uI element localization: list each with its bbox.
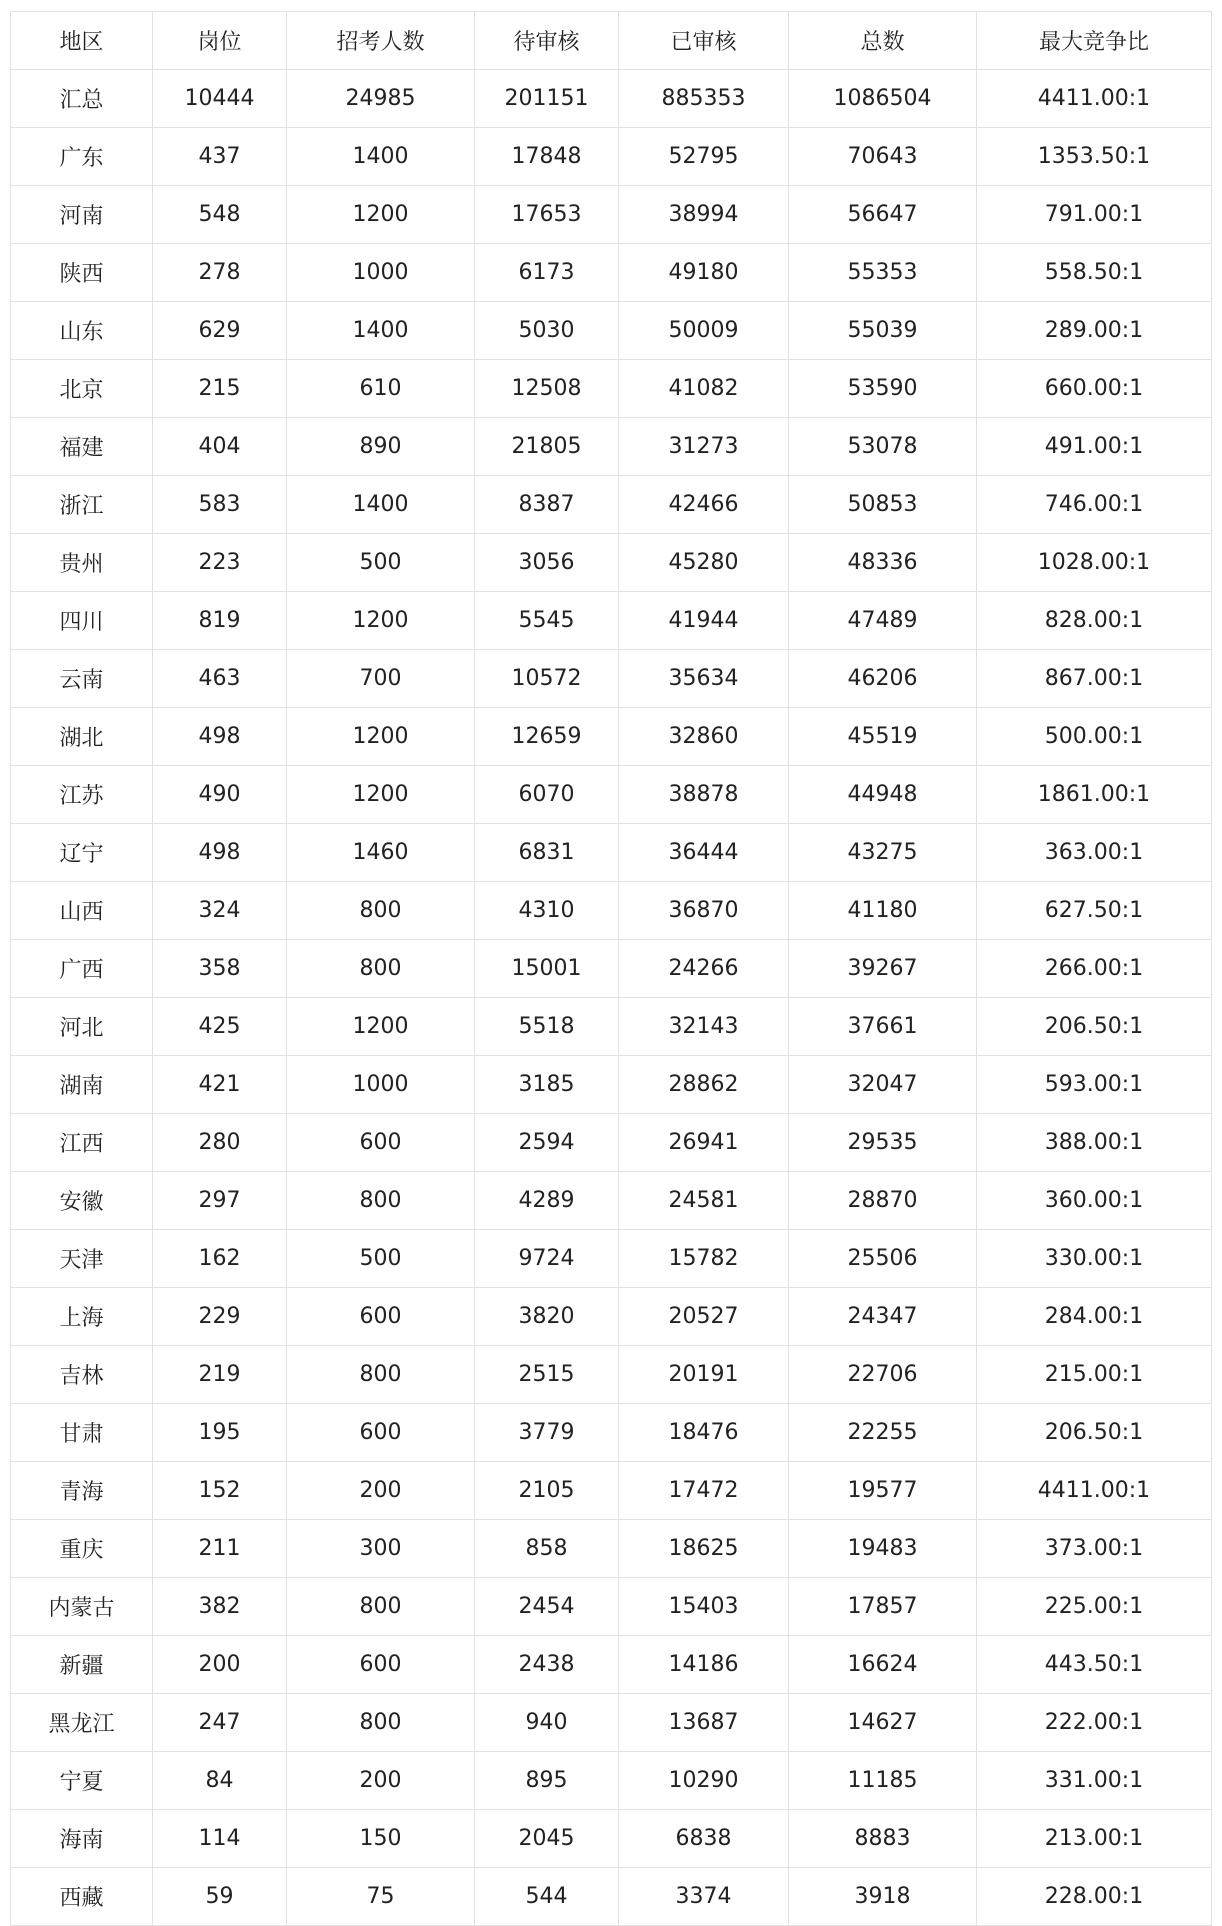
cell-total: 44948 bbox=[789, 766, 977, 824]
cell-region: 江西 bbox=[11, 1114, 153, 1172]
cell-region: 新疆 bbox=[11, 1636, 153, 1694]
cell-region: 黑龙江 bbox=[11, 1694, 153, 1752]
cell-max-competition-ratio: 500.00:1 bbox=[977, 708, 1212, 766]
cell-total: 47489 bbox=[789, 592, 977, 650]
cell-reviewed: 49180 bbox=[619, 244, 789, 302]
table-row bbox=[11, 650, 1212, 708]
cell-reviewed: 885353 bbox=[619, 70, 789, 128]
cell-pending-review: 17848 bbox=[475, 128, 619, 186]
header-positions: 岗位 bbox=[153, 12, 287, 70]
header-reviewed: 已审核 bbox=[619, 12, 789, 70]
table-row bbox=[11, 1636, 1212, 1694]
cell-total: 22255 bbox=[789, 1404, 977, 1462]
cell-total: 39267 bbox=[789, 940, 977, 998]
cell-pending-review: 4289 bbox=[475, 1172, 619, 1230]
cell-max-competition-ratio: 284.00:1 bbox=[977, 1288, 1212, 1346]
cell-recruit-count: 75 bbox=[287, 1868, 475, 1926]
table-row bbox=[11, 708, 1212, 766]
cell-reviewed: 32860 bbox=[619, 708, 789, 766]
cell-reviewed: 3374 bbox=[619, 1868, 789, 1926]
cell-total: 14627 bbox=[789, 1694, 977, 1752]
cell-reviewed: 17472 bbox=[619, 1462, 789, 1520]
cell-recruit-count: 610 bbox=[287, 360, 475, 418]
cell-region: 广东 bbox=[11, 128, 153, 186]
cell-max-competition-ratio: 4411.00:1 bbox=[977, 1462, 1212, 1520]
cell-region: 云南 bbox=[11, 650, 153, 708]
cell-reviewed: 24266 bbox=[619, 940, 789, 998]
cell-pending-review: 4310 bbox=[475, 882, 619, 940]
cell-recruit-count: 700 bbox=[287, 650, 475, 708]
cell-positions: 114 bbox=[153, 1810, 287, 1868]
cell-max-competition-ratio: 1028.00:1 bbox=[977, 534, 1212, 592]
cell-max-competition-ratio: 4411.00:1 bbox=[977, 70, 1212, 128]
table-row bbox=[11, 1462, 1212, 1520]
cell-recruit-count: 300 bbox=[287, 1520, 475, 1578]
cell-reviewed: 18476 bbox=[619, 1404, 789, 1462]
table-row bbox=[11, 1288, 1212, 1346]
cell-recruit-count: 1460 bbox=[287, 824, 475, 882]
table-row bbox=[11, 1694, 1212, 1752]
cell-pending-review: 9724 bbox=[475, 1230, 619, 1288]
cell-positions: 358 bbox=[153, 940, 287, 998]
table-row bbox=[11, 766, 1212, 824]
cell-max-competition-ratio: 266.00:1 bbox=[977, 940, 1212, 998]
table-row bbox=[11, 70, 1212, 128]
table-row bbox=[11, 534, 1212, 592]
cell-recruit-count: 800 bbox=[287, 1578, 475, 1636]
cell-region: 北京 bbox=[11, 360, 153, 418]
cell-region: 福建 bbox=[11, 418, 153, 476]
table-row bbox=[11, 1230, 1212, 1288]
cell-positions: 498 bbox=[153, 824, 287, 882]
cell-reviewed: 28862 bbox=[619, 1056, 789, 1114]
cell-recruit-count: 1000 bbox=[287, 1056, 475, 1114]
cell-positions: 297 bbox=[153, 1172, 287, 1230]
cell-total: 46206 bbox=[789, 650, 977, 708]
cell-pending-review: 15001 bbox=[475, 940, 619, 998]
cell-max-competition-ratio: 213.00:1 bbox=[977, 1810, 1212, 1868]
cell-pending-review: 10572 bbox=[475, 650, 619, 708]
cell-total: 53590 bbox=[789, 360, 977, 418]
data-table bbox=[10, 11, 1212, 1926]
table-row bbox=[11, 1056, 1212, 1114]
cell-recruit-count: 500 bbox=[287, 534, 475, 592]
cell-positions: 463 bbox=[153, 650, 287, 708]
table-row bbox=[11, 940, 1212, 998]
cell-recruit-count: 1200 bbox=[287, 708, 475, 766]
cell-pending-review: 5518 bbox=[475, 998, 619, 1056]
cell-recruit-count: 800 bbox=[287, 940, 475, 998]
cell-max-competition-ratio: 867.00:1 bbox=[977, 650, 1212, 708]
cell-reviewed: 31273 bbox=[619, 418, 789, 476]
cell-reviewed: 52795 bbox=[619, 128, 789, 186]
cell-positions: 382 bbox=[153, 1578, 287, 1636]
table-row bbox=[11, 1868, 1212, 1926]
table-row bbox=[11, 998, 1212, 1056]
cell-pending-review: 940 bbox=[475, 1694, 619, 1752]
table-header bbox=[11, 12, 1212, 70]
header-region: 地区 bbox=[11, 12, 153, 70]
cell-max-competition-ratio: 373.00:1 bbox=[977, 1520, 1212, 1578]
data-table-container bbox=[10, 11, 1211, 1926]
cell-positions: 437 bbox=[153, 128, 287, 186]
cell-region: 辽宁 bbox=[11, 824, 153, 882]
cell-max-competition-ratio: 331.00:1 bbox=[977, 1752, 1212, 1810]
cell-pending-review: 201151 bbox=[475, 70, 619, 128]
cell-reviewed: 35634 bbox=[619, 650, 789, 708]
cell-reviewed: 38994 bbox=[619, 186, 789, 244]
cell-total: 25506 bbox=[789, 1230, 977, 1288]
cell-reviewed: 15782 bbox=[619, 1230, 789, 1288]
cell-total: 24347 bbox=[789, 1288, 977, 1346]
cell-positions: 10444 bbox=[153, 70, 287, 128]
cell-reviewed: 24581 bbox=[619, 1172, 789, 1230]
cell-region: 安徽 bbox=[11, 1172, 153, 1230]
cell-pending-review: 6173 bbox=[475, 244, 619, 302]
cell-region: 山东 bbox=[11, 302, 153, 360]
table-row bbox=[11, 244, 1212, 302]
cell-pending-review: 8387 bbox=[475, 476, 619, 534]
cell-positions: 211 bbox=[153, 1520, 287, 1578]
table-row bbox=[11, 1346, 1212, 1404]
cell-total: 37661 bbox=[789, 998, 977, 1056]
cell-positions: 247 bbox=[153, 1694, 287, 1752]
cell-pending-review: 21805 bbox=[475, 418, 619, 476]
cell-recruit-count: 200 bbox=[287, 1462, 475, 1520]
cell-region: 陕西 bbox=[11, 244, 153, 302]
cell-positions: 200 bbox=[153, 1636, 287, 1694]
cell-recruit-count: 1400 bbox=[287, 128, 475, 186]
cell-total: 55039 bbox=[789, 302, 977, 360]
cell-reviewed: 6838 bbox=[619, 1810, 789, 1868]
table-row bbox=[11, 1404, 1212, 1462]
cell-region: 湖南 bbox=[11, 1056, 153, 1114]
cell-pending-review: 2045 bbox=[475, 1810, 619, 1868]
cell-total: 29535 bbox=[789, 1114, 977, 1172]
cell-total: 19577 bbox=[789, 1462, 977, 1520]
cell-reviewed: 41082 bbox=[619, 360, 789, 418]
table-row bbox=[11, 1520, 1212, 1578]
cell-pending-review: 12508 bbox=[475, 360, 619, 418]
cell-pending-review: 2515 bbox=[475, 1346, 619, 1404]
cell-total: 53078 bbox=[789, 418, 977, 476]
cell-max-competition-ratio: 828.00:1 bbox=[977, 592, 1212, 650]
cell-max-competition-ratio: 228.00:1 bbox=[977, 1868, 1212, 1926]
cell-max-competition-ratio: 388.00:1 bbox=[977, 1114, 1212, 1172]
cell-pending-review: 895 bbox=[475, 1752, 619, 1810]
cell-region: 汇总 bbox=[11, 70, 153, 128]
cell-max-competition-ratio: 215.00:1 bbox=[977, 1346, 1212, 1404]
cell-recruit-count: 890 bbox=[287, 418, 475, 476]
cell-region: 内蒙古 bbox=[11, 1578, 153, 1636]
cell-max-competition-ratio: 289.00:1 bbox=[977, 302, 1212, 360]
cell-positions: 280 bbox=[153, 1114, 287, 1172]
table-row bbox=[11, 186, 1212, 244]
cell-pending-review: 2105 bbox=[475, 1462, 619, 1520]
cell-reviewed: 36444 bbox=[619, 824, 789, 882]
cell-positions: 229 bbox=[153, 1288, 287, 1346]
cell-max-competition-ratio: 330.00:1 bbox=[977, 1230, 1212, 1288]
cell-recruit-count: 600 bbox=[287, 1288, 475, 1346]
cell-pending-review: 3185 bbox=[475, 1056, 619, 1114]
cell-positions: 404 bbox=[153, 418, 287, 476]
cell-total: 1086504 bbox=[789, 70, 977, 128]
cell-reviewed: 20191 bbox=[619, 1346, 789, 1404]
cell-max-competition-ratio: 491.00:1 bbox=[977, 418, 1212, 476]
cell-region: 吉林 bbox=[11, 1346, 153, 1404]
table-row bbox=[11, 1810, 1212, 1868]
cell-max-competition-ratio: 360.00:1 bbox=[977, 1172, 1212, 1230]
cell-max-competition-ratio: 746.00:1 bbox=[977, 476, 1212, 534]
cell-reviewed: 18625 bbox=[619, 1520, 789, 1578]
table-row bbox=[11, 1752, 1212, 1810]
cell-reviewed: 50009 bbox=[619, 302, 789, 360]
cell-pending-review: 3056 bbox=[475, 534, 619, 592]
cell-positions: 548 bbox=[153, 186, 287, 244]
cell-positions: 223 bbox=[153, 534, 287, 592]
table-row bbox=[11, 824, 1212, 882]
cell-reviewed: 20527 bbox=[619, 1288, 789, 1346]
cell-total: 41180 bbox=[789, 882, 977, 940]
cell-reviewed: 13687 bbox=[619, 1694, 789, 1752]
cell-positions: 421 bbox=[153, 1056, 287, 1114]
cell-region: 湖北 bbox=[11, 708, 153, 766]
cell-total: 16624 bbox=[789, 1636, 977, 1694]
cell-region: 河北 bbox=[11, 998, 153, 1056]
table-row bbox=[11, 418, 1212, 476]
cell-region: 海南 bbox=[11, 1810, 153, 1868]
cell-max-competition-ratio: 222.00:1 bbox=[977, 1694, 1212, 1752]
cell-recruit-count: 600 bbox=[287, 1404, 475, 1462]
table-row bbox=[11, 1578, 1212, 1636]
cell-pending-review: 12659 bbox=[475, 708, 619, 766]
cell-region: 宁夏 bbox=[11, 1752, 153, 1810]
cell-total: 43275 bbox=[789, 824, 977, 882]
cell-positions: 278 bbox=[153, 244, 287, 302]
cell-max-competition-ratio: 206.50:1 bbox=[977, 998, 1212, 1056]
cell-max-competition-ratio: 660.00:1 bbox=[977, 360, 1212, 418]
cell-pending-review: 5545 bbox=[475, 592, 619, 650]
cell-recruit-count: 800 bbox=[287, 1346, 475, 1404]
table-row bbox=[11, 592, 1212, 650]
cell-recruit-count: 1400 bbox=[287, 302, 475, 360]
cell-region: 河南 bbox=[11, 186, 153, 244]
cell-pending-review: 2454 bbox=[475, 1578, 619, 1636]
cell-pending-review: 544 bbox=[475, 1868, 619, 1926]
cell-total: 28870 bbox=[789, 1172, 977, 1230]
cell-positions: 59 bbox=[153, 1868, 287, 1926]
cell-positions: 84 bbox=[153, 1752, 287, 1810]
table-row bbox=[11, 128, 1212, 186]
cell-reviewed: 38878 bbox=[619, 766, 789, 824]
cell-max-competition-ratio: 443.50:1 bbox=[977, 1636, 1212, 1694]
cell-positions: 498 bbox=[153, 708, 287, 766]
cell-recruit-count: 600 bbox=[287, 1114, 475, 1172]
cell-reviewed: 14186 bbox=[619, 1636, 789, 1694]
cell-total: 22706 bbox=[789, 1346, 977, 1404]
cell-recruit-count: 1200 bbox=[287, 186, 475, 244]
cell-total: 3918 bbox=[789, 1868, 977, 1926]
cell-region: 上海 bbox=[11, 1288, 153, 1346]
cell-region: 浙江 bbox=[11, 476, 153, 534]
header-recruit-count: 招考人数 bbox=[287, 12, 475, 70]
table-row bbox=[11, 302, 1212, 360]
cell-reviewed: 42466 bbox=[619, 476, 789, 534]
cell-positions: 583 bbox=[153, 476, 287, 534]
cell-max-competition-ratio: 593.00:1 bbox=[977, 1056, 1212, 1114]
cell-reviewed: 10290 bbox=[619, 1752, 789, 1810]
cell-positions: 819 bbox=[153, 592, 287, 650]
cell-region: 西藏 bbox=[11, 1868, 153, 1926]
cell-positions: 324 bbox=[153, 882, 287, 940]
cell-pending-review: 3820 bbox=[475, 1288, 619, 1346]
cell-recruit-count: 800 bbox=[287, 1172, 475, 1230]
cell-positions: 490 bbox=[153, 766, 287, 824]
cell-total: 32047 bbox=[789, 1056, 977, 1114]
cell-reviewed: 41944 bbox=[619, 592, 789, 650]
cell-region: 青海 bbox=[11, 1462, 153, 1520]
cell-recruit-count: 1200 bbox=[287, 998, 475, 1056]
cell-max-competition-ratio: 1353.50:1 bbox=[977, 128, 1212, 186]
cell-reviewed: 15403 bbox=[619, 1578, 789, 1636]
header-max-competition-ratio: 最大竞争比 bbox=[977, 12, 1212, 70]
cell-pending-review: 6831 bbox=[475, 824, 619, 882]
cell-region: 山西 bbox=[11, 882, 153, 940]
cell-total: 70643 bbox=[789, 128, 977, 186]
cell-reviewed: 26941 bbox=[619, 1114, 789, 1172]
table-row bbox=[11, 476, 1212, 534]
cell-region: 江苏 bbox=[11, 766, 153, 824]
cell-positions: 152 bbox=[153, 1462, 287, 1520]
cell-recruit-count: 500 bbox=[287, 1230, 475, 1288]
cell-recruit-count: 1200 bbox=[287, 592, 475, 650]
cell-pending-review: 6070 bbox=[475, 766, 619, 824]
cell-max-competition-ratio: 206.50:1 bbox=[977, 1404, 1212, 1462]
cell-total: 17857 bbox=[789, 1578, 977, 1636]
cell-positions: 215 bbox=[153, 360, 287, 418]
cell-recruit-count: 800 bbox=[287, 882, 475, 940]
cell-max-competition-ratio: 1861.00:1 bbox=[977, 766, 1212, 824]
cell-positions: 219 bbox=[153, 1346, 287, 1404]
cell-positions: 425 bbox=[153, 998, 287, 1056]
cell-max-competition-ratio: 225.00:1 bbox=[977, 1578, 1212, 1636]
cell-pending-review: 2594 bbox=[475, 1114, 619, 1172]
cell-reviewed: 45280 bbox=[619, 534, 789, 592]
table-row bbox=[11, 1172, 1212, 1230]
cell-recruit-count: 150 bbox=[287, 1810, 475, 1868]
cell-recruit-count: 800 bbox=[287, 1694, 475, 1752]
cell-total: 48336 bbox=[789, 534, 977, 592]
cell-max-competition-ratio: 627.50:1 bbox=[977, 882, 1212, 940]
cell-total: 55353 bbox=[789, 244, 977, 302]
cell-recruit-count: 1400 bbox=[287, 476, 475, 534]
table-body bbox=[11, 70, 1212, 1926]
header-pending-review: 待审核 bbox=[475, 12, 619, 70]
cell-region: 天津 bbox=[11, 1230, 153, 1288]
table-row bbox=[11, 1114, 1212, 1172]
cell-region: 甘肃 bbox=[11, 1404, 153, 1462]
cell-reviewed: 32143 bbox=[619, 998, 789, 1056]
cell-positions: 162 bbox=[153, 1230, 287, 1288]
cell-total: 56647 bbox=[789, 186, 977, 244]
cell-max-competition-ratio: 363.00:1 bbox=[977, 824, 1212, 882]
cell-positions: 195 bbox=[153, 1404, 287, 1462]
table-row bbox=[11, 882, 1212, 940]
cell-recruit-count: 1000 bbox=[287, 244, 475, 302]
cell-max-competition-ratio: 558.50:1 bbox=[977, 244, 1212, 302]
cell-region: 广西 bbox=[11, 940, 153, 998]
cell-pending-review: 5030 bbox=[475, 302, 619, 360]
cell-pending-review: 858 bbox=[475, 1520, 619, 1578]
cell-total: 45519 bbox=[789, 708, 977, 766]
cell-pending-review: 17653 bbox=[475, 186, 619, 244]
cell-region: 四川 bbox=[11, 592, 153, 650]
table-row bbox=[11, 360, 1212, 418]
cell-max-competition-ratio: 791.00:1 bbox=[977, 186, 1212, 244]
cell-region: 贵州 bbox=[11, 534, 153, 592]
cell-pending-review: 3779 bbox=[475, 1404, 619, 1462]
cell-region: 重庆 bbox=[11, 1520, 153, 1578]
cell-recruit-count: 200 bbox=[287, 1752, 475, 1810]
header-row bbox=[11, 12, 1212, 70]
cell-total: 50853 bbox=[789, 476, 977, 534]
header-total: 总数 bbox=[789, 12, 977, 70]
cell-recruit-count: 1200 bbox=[287, 766, 475, 824]
cell-recruit-count: 24985 bbox=[287, 70, 475, 128]
cell-total: 11185 bbox=[789, 1752, 977, 1810]
cell-recruit-count: 600 bbox=[287, 1636, 475, 1694]
cell-total: 19483 bbox=[789, 1520, 977, 1578]
cell-positions: 629 bbox=[153, 302, 287, 360]
cell-pending-review: 2438 bbox=[475, 1636, 619, 1694]
cell-total: 8883 bbox=[789, 1810, 977, 1868]
cell-reviewed: 36870 bbox=[619, 882, 789, 940]
